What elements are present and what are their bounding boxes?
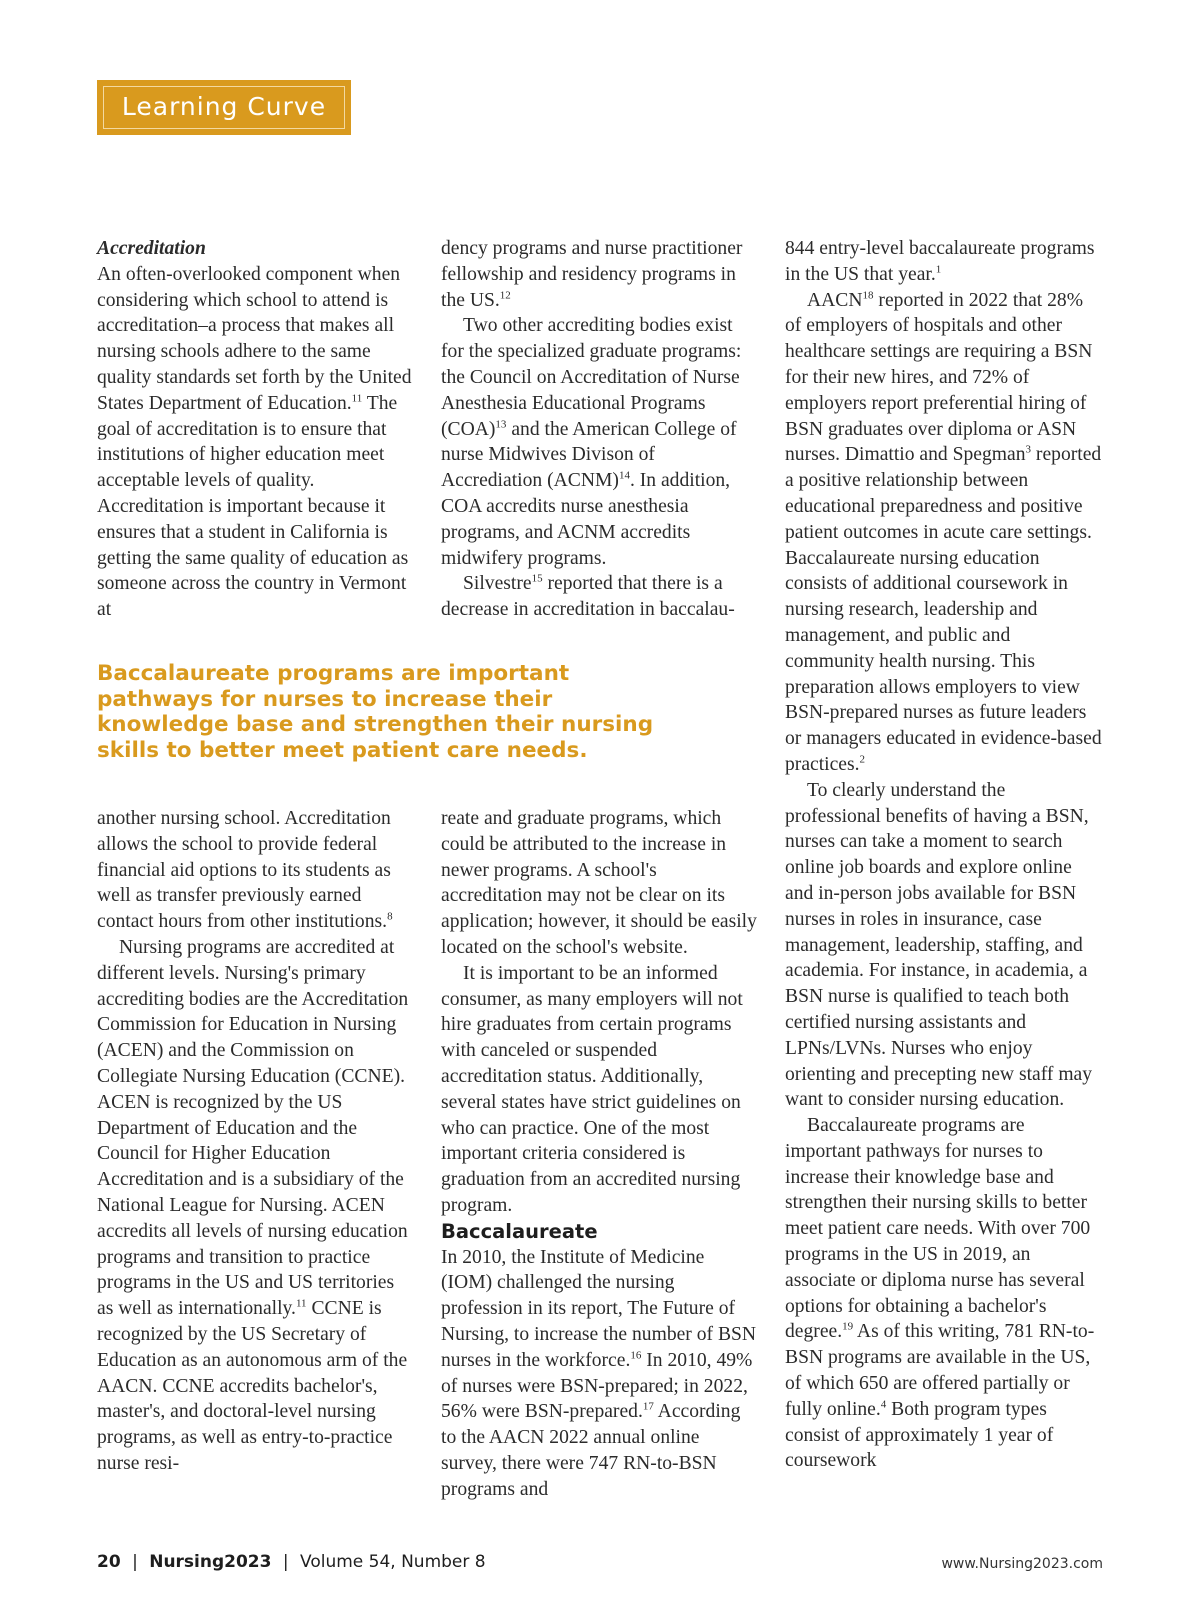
paragraph: Baccalaureate programs are important pathways for nurses to increase their knowledge base and strengthen their nursing skills to better meet patient care needs. With over 700 programs in the US in 2019, an associate or diploma nurse has several options for obtaining a bachelor's degree.$^{19}$ As of this writing, 781 RN-to-BSN programs are available in the US, of which 650 are offered partially or fully online.$^4$ Both program types consist of approximately 1 year of coursework xyxy=(785,1115,1095,1472)
footer-separator: | xyxy=(132,1552,138,1572)
paragraph: dency programs and nurse practitioner fellowship and residency programs in the US.$^{12}$ xyxy=(441,238,743,311)
reference: 13 xyxy=(495,418,507,431)
reference: 15 xyxy=(531,572,543,585)
paragraph: Nursing programs are accredited at different levels. Nursing's primary accrediting bodies are the Accreditation Commission for Education in Nursing (ACEN) and the Commission on Collegiate Nursing Education (CCNE). ACEN is recognized by the US Department of Education and the Council for Higher Education Accreditation and is a subsidiary of the National League for Nursing. ACEN accredits all levels of nursing education programs and transition to practice programs in the US and US territories as well as internationally.$^{11}$ CCNE is recognized by the US Secretary of Education as an autonomous arm of the AACN. CCNE accredits bachelor's, master's, and doctoral-level nursing programs, as well as entry-to-practice nurse resi- xyxy=(97,936,409,1474)
footer-separator: | xyxy=(282,1552,289,1572)
reference: 1 xyxy=(935,263,942,276)
page-number: 20 xyxy=(97,1552,121,1572)
section-tab-label: Learning Curve xyxy=(121,92,327,121)
section-heading-accreditation: Accreditation xyxy=(97,238,206,259)
paragraph: 844 entry-level baccalaureate programs in the US that year.$^1$ xyxy=(785,238,1095,285)
paragraph: Two other accrediting bodies exist for the specialized graduate programs: the Council on Accreditation of Nurse Anesthesia Educational Programs (COA)$^{13}$ and the American College of nurse Midwives Divison of Accrediation (ACNM)$^{14}$. In addition, COA accredits nurse anesthesia programs, and ACNM accredits midwifery programs. xyxy=(441,315,742,569)
reference: 17 xyxy=(642,1400,654,1413)
paragraph: reate and graduate programs, which could be attributed to the increase in newer programs. A school's accreditation may not be clear on its application; however, it should be easily located on the school's website. xyxy=(441,808,757,958)
column-1-top xyxy=(97,236,413,623)
reference: 18 xyxy=(862,289,874,302)
reference: 16 xyxy=(630,1349,642,1362)
paragraph: Silvestre$^{15}$ reported that there is a decrease in accreditation in baccalau- xyxy=(441,572,735,621)
section-tab xyxy=(97,80,351,135)
section-heading-baccalaureate: Baccalaureate xyxy=(441,1219,598,1243)
paragraph: To clearly understand the professional benefits of having a BSN, nurses can take a moment to search online job boards and explore online and in-person jobs available for BSN nurses in roles in insurance, case management, leadership, staffing, and academia. For instance, in academia, a BSN nurse is qualified to teach both certified nursing assistants and LPNs/LVNs. Nurses who enjoy orienting and precepting new staff may want to consider nursing education. xyxy=(785,779,1093,1111)
paragraph: An often-overlooked component when considering which school to attend is accreditation–a process that makes all nursing schools adhere to the same quality standards set forth by the United States Department of Education.$^{11}$ The goal of accreditation is to ensure that institutions of higher education meet acceptable levels of quality. Accreditation is important because it ensures that a student in California is getting the same quality of education as someone across the country in Vermont at xyxy=(97,263,412,621)
reference: 8 xyxy=(387,910,393,923)
column-2-bottom xyxy=(441,806,757,1503)
publication-name: Nursing2023 xyxy=(149,1552,272,1572)
footer-citation xyxy=(97,1552,486,1572)
paragraph: AACN$^{18}$ reported in 2022 that 28% of employers of hospitals and other healthcare settings are requiring a BSN for their new hires, and 72% of employers report preferential hiring of BSN graduates over diploma or ASN nurses. Dimattio and Spegman$^3$ reported a positive relationship between educational preparedness and positive patient outcomes in acute care settings. Baccalaureate nursing education consists of additional coursework in nursing research, leadership and management, and public and community health nursing. This preparation allows employers to view BSN-prepared nurses as future leaders or managers educated in evidence-based practices.$^2$ xyxy=(785,289,1102,775)
column-2-top xyxy=(441,236,757,623)
reference: 4 xyxy=(880,1398,887,1411)
reference: 2 xyxy=(859,753,866,766)
volume-info: Volume 54, Number 8 xyxy=(300,1552,486,1572)
paragraph: another nursing school. Accreditation allows the school to provide federal financial aid options to its students as well as transfer previously earned contact hours from other institutions.$^8$ xyxy=(97,808,393,933)
pull-quote: Baccalaureate programs are important pathways for nurses to increase their knowledge base and strengthen their nursing skills to better meet patient care needs. xyxy=(97,661,654,763)
paragraph: It is important to be an informed consumer, as many employers will not hire graduates from certain programs with canceled or suspended accreditation status. Additionally, several states have strict guidelines on who can practice. One of the most important criteria considered is graduation from an accredited nursing program. xyxy=(441,962,743,1216)
reference: 11 xyxy=(295,1297,307,1310)
reference: 19 xyxy=(842,1320,854,1333)
website-link[interactable]: www.Nursing2023.com xyxy=(941,1556,1103,1572)
reference: 3 xyxy=(1025,443,1032,456)
column-1-bottom xyxy=(97,806,413,1477)
reference: 11 xyxy=(351,392,363,405)
reference: 12 xyxy=(499,289,511,302)
reference: 14 xyxy=(618,469,630,482)
column-3 xyxy=(785,236,1103,1474)
paragraph: In 2010, the Institute of Medicine (IOM) challenged the nursing profession in its report, The Future of Nursing, to increase the number of BSN nurses in the workforce.$^{16}$ In 2010, 49% of nurses were BSN-prepared; in 2022, 56% were BSN-prepared.$^{17}$ According to the AACN 2022 annual online survey, there were 747 RN-to-BSN programs and xyxy=(441,1246,757,1500)
